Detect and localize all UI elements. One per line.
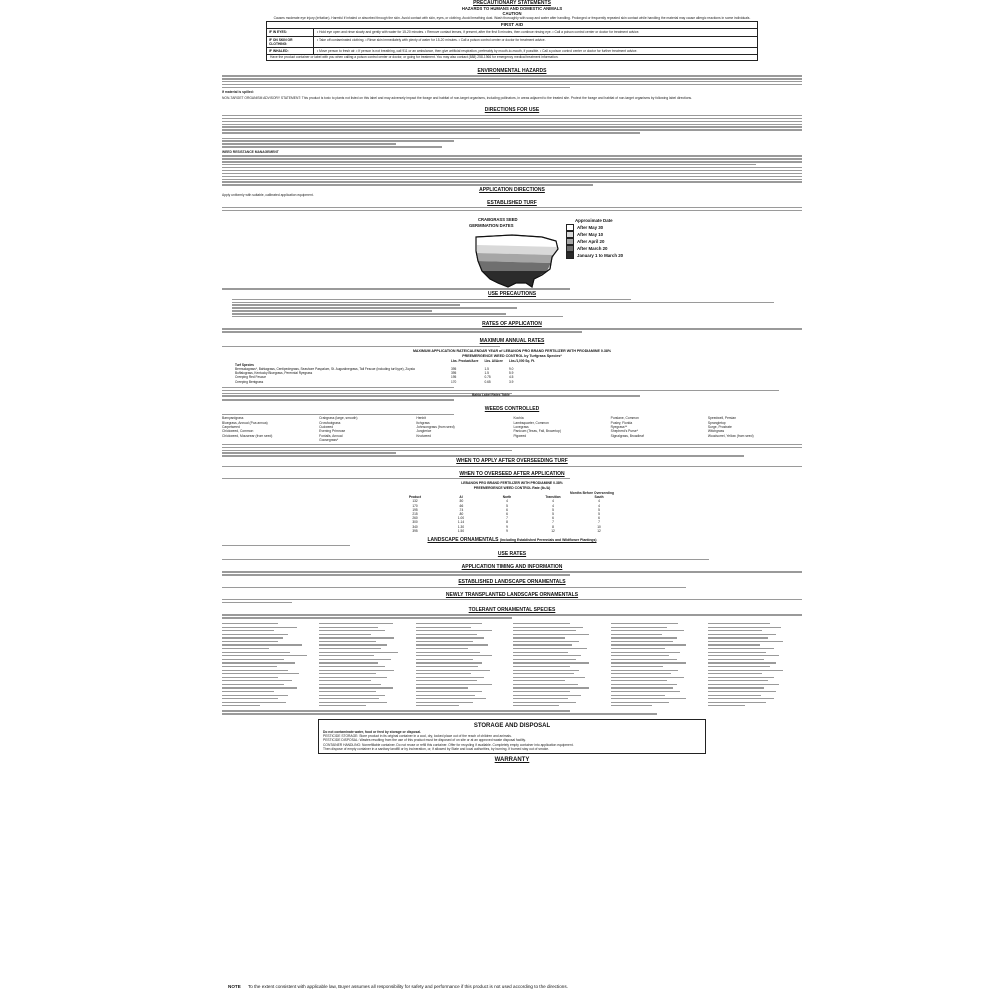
- table-cell: 1.30: [457, 524, 465, 529]
- us-map-image: [472, 229, 562, 293]
- table-cell: 340: [412, 524, 418, 529]
- list-item: Evening Primrose: [319, 429, 346, 434]
- table-cell: 215: [412, 512, 418, 517]
- list-item: Goosegrass*: [319, 437, 339, 442]
- list-item: Cudweed: [319, 425, 334, 430]
- table-row: [232, 380, 538, 384]
- after-overseeding-text: [222, 466, 802, 467]
- spill-label: If material is spilled:: [222, 89, 254, 94]
- established-landscape-text: [222, 587, 802, 588]
- storage-line: PESTICIDE DISPOSAL: Wastes resulting from the use of this product must be disposed of on site or at an approved waste disposal facility.: [323, 738, 526, 743]
- list-item: Henbit: [416, 416, 426, 421]
- legend-label: January 1 to March 20: [577, 252, 624, 258]
- caution-text: Causes moderate eye injury (irritation). Harmful if inhaled or absorbed through the skin. Avoid contact with skin, eyes, or clothing. Avoid breathing dust. Wash thoroughly with soap and water after handling. Prolonged or frequently repeated skin contact while handling the material may cause allergic reactions in some individuals.: [273, 16, 751, 20]
- directions-title: DIRECTIONS FOR USE: [484, 107, 540, 114]
- species-column: [708, 621, 802, 709]
- weeds-column: [513, 416, 607, 442]
- newly-transplanted-text: [222, 599, 802, 603]
- table-cell: .74: [458, 507, 464, 512]
- legend-swatch: [566, 238, 574, 245]
- caution-word: CAUTION: [502, 11, 522, 16]
- max-rate-table-title: MAXIMUM APPLICATION RATE/CALENDAR YEAR of LEBANON PRO BRAND FERTILIZER WITH PRODIAMINE 0.38%: [412, 348, 612, 353]
- first-aid-label: IF IN EYES:: [267, 29, 314, 35]
- max-annual-intro: [222, 346, 802, 347]
- landscape-title-note: (Including Established Perennials and Wildflower Plantings): [499, 538, 597, 543]
- list-item: Witchgrass: [707, 429, 725, 434]
- warranty-note: [228, 984, 803, 990]
- max-rate-table: [232, 359, 538, 384]
- landscape-title-text: LANDSCAPE ORNAMENTALS: [427, 537, 499, 544]
- list-item: Signalgrass, Broadleaf: [610, 433, 644, 438]
- tolerant-species-intro: [222, 614, 802, 618]
- table-cell: 4: [506, 499, 508, 504]
- table-cell: 4: [598, 499, 600, 504]
- table-cell: 170: [412, 503, 418, 508]
- weed-resistance-heading: WEED RESISTANCE MANAGEMENT: [222, 149, 279, 154]
- species-column: [319, 621, 413, 709]
- table-cell: 4.5: [508, 375, 514, 380]
- use-rates-title: USE RATES: [497, 551, 527, 558]
- legend-label: After May 30: [577, 224, 604, 230]
- table-cell: Creeping Bentgrass: [235, 379, 264, 384]
- table-cell: Bermudagrass*, Bahiagrass, Centipedegrass, Seashore Paspalum, St. Augustinegrass, Tall Fescue (including turf-type), Zoysia: [235, 367, 415, 371]
- storage-disposal-box: [318, 719, 706, 754]
- table-cell: 3.9: [508, 379, 514, 384]
- table-header: South: [594, 495, 604, 500]
- list-item: Knotweed: [416, 433, 431, 438]
- table-cell: 1.5: [484, 371, 489, 376]
- table-cell: 1.5: [484, 367, 489, 371]
- label-sheet: [222, 0, 802, 1000]
- table-header: AI: [459, 495, 463, 500]
- note-label: NOTE: [228, 984, 241, 989]
- list-item: Speedwell, Persian: [707, 416, 737, 421]
- list-item: Johnsongrass (from seed): [416, 425, 455, 430]
- list-item: Surge, Prostrate: [707, 425, 732, 430]
- legend-swatch: [566, 252, 574, 259]
- table-cell: 9: [506, 528, 508, 533]
- precautionary-title: PRECAUTIONARY STATEMENTS: [473, 0, 551, 6]
- table-cell: 1.00: [457, 516, 465, 521]
- table-cell: 195: [412, 507, 418, 512]
- storage-line: Then dispose of empty container in a sanitary landfill or by incineration, or, if allowed by State and local authorities, by burning. If burned stay out of smoke.: [323, 746, 549, 751]
- table-header: Lbs./1,000 Sq. Ft.: [508, 358, 535, 363]
- overseed-table: [392, 495, 622, 533]
- application-timing-title: APPLICATION TIMING AND INFORMATION: [461, 563, 563, 570]
- overseed-col-title: Months Before Overseeding: [570, 490, 614, 495]
- first-aid-label: IF ON SKIN OR CLOTHING:: [267, 37, 314, 48]
- table-header: Lbs. AI/Acre: [484, 358, 503, 363]
- table-cell: 132: [412, 499, 418, 504]
- map-legend: [566, 217, 623, 259]
- max-rate-note: [222, 399, 802, 400]
- table-cell: 9.0: [508, 367, 514, 371]
- list-item: Chickweed, Common: [222, 429, 254, 434]
- directions-text: [222, 115, 802, 148]
- table-cell: 0.75: [484, 375, 491, 380]
- table-cell: Creeping Red Fescue: [235, 375, 267, 380]
- use-precautions-text: [222, 299, 802, 318]
- legend-label: After May 10: [577, 231, 604, 237]
- table-cell: 5: [552, 507, 554, 512]
- list-item: Crabgrass (large, smooth): [319, 416, 358, 421]
- first-aid-label: IF INHALED:: [267, 48, 314, 54]
- table-header: Lbs. Product/Acre: [451, 358, 479, 363]
- first-aid-title: FIRST AID: [267, 22, 757, 29]
- species-column: [513, 621, 607, 709]
- table-cell: Buffalograss, Kentucky Bluegrass, Perennial Ryegrass: [235, 371, 313, 376]
- legend-item: [566, 252, 623, 259]
- list-item: Carpetweed: [222, 425, 240, 430]
- list-item: Purslane, Common: [610, 416, 639, 421]
- table-cell: 4: [598, 503, 600, 508]
- max-rate-table-subtitle: PREEMERGENCE WEED CONTROL by Turfgrass Species*: [462, 353, 562, 358]
- table-cell: 6: [552, 516, 554, 521]
- table-cell: 395: [412, 528, 418, 533]
- list-item: Panicum (Texas, Fall, Browntop): [513, 429, 561, 434]
- legend-item: [566, 245, 623, 252]
- weeds-list: [222, 416, 802, 442]
- table-cell: 6: [506, 507, 508, 512]
- legend-swatch: [566, 224, 574, 231]
- table-cell: 5.9: [508, 371, 514, 376]
- list-item: Barnyardgrass: [222, 416, 244, 421]
- environmental-text: [222, 75, 802, 88]
- newly-transplanted-title: NEWLY TRANSPLANTED LANDSCAPE ORNAMENTALS: [445, 591, 579, 598]
- landscape-ornamentals-title: [222, 537, 802, 543]
- environmental-hazards-title: ENVIRONMENTAL HAZARDS: [477, 67, 547, 74]
- storage-title: STORAGE AND DISPOSAL: [473, 722, 551, 729]
- table-cell: Turf Species: [235, 362, 254, 367]
- list-item: Foxtails, Annual: [319, 433, 343, 438]
- list-item: Junglerice: [416, 429, 432, 434]
- overseed-table-head: LEBANON PRO BRAND FERTILIZER WITH PRODIAMINE 0.38%: [461, 480, 563, 485]
- application-directions-title: APPLICATION DIRECTIONS: [479, 187, 545, 194]
- list-item: Ryegrass**: [610, 425, 628, 430]
- weeds-column: [611, 416, 705, 442]
- weeds-intro: [222, 414, 802, 415]
- list-item: Pusley, Florida: [610, 420, 633, 425]
- legend-item: [566, 224, 623, 231]
- legend-item: [566, 231, 623, 238]
- table-cell: 12: [597, 528, 601, 533]
- use-rates-text: [222, 559, 802, 560]
- hazards-heading: HAZARDS TO HUMANS AND DOMESTIC ANIMALS: [461, 6, 563, 11]
- table-cell: .66: [458, 503, 464, 508]
- weeds-column: [222, 416, 316, 442]
- list-item: Kochia: [513, 416, 524, 421]
- storage-line: CONTAINER HANDLING: Nonrefillable container. Do not reuse or refill this container. Offer for recycling if available. Completely empty container into application equipment.: [323, 742, 574, 747]
- bahia-table-ref: Bahia Label Rates Table: [472, 393, 510, 398]
- first-aid-text: • Take off contaminated clothing. • Rinse skin immediately with plenty of water for 15-20 minutes. • Call a poison control center or doctor for treatment advice.: [317, 37, 546, 42]
- list-item: Shepherd's Purse*: [610, 429, 639, 434]
- table-cell: 4: [552, 499, 554, 504]
- table-cell: 6: [598, 516, 600, 521]
- table-cell: 5: [506, 503, 508, 508]
- first-aid-box: [266, 21, 758, 60]
- legend-label: After April 20: [577, 238, 605, 244]
- warranty-title: WARRANTY: [494, 757, 530, 764]
- apply-uniformly: Apply uniformly with suitable, calibrated application equipment.: [222, 193, 314, 198]
- weeds-column: [708, 416, 802, 442]
- storage-line: Do not contaminate water, food or feed by storage or disposal.: [323, 729, 422, 734]
- table-cell: .80: [458, 512, 464, 517]
- list-item: Lambsquarter, Common: [513, 420, 549, 425]
- table-cell: 6: [506, 512, 508, 517]
- weeds-column: [319, 416, 413, 442]
- germination-map-section: [222, 215, 802, 285]
- use-precautions-title: USE PRECAUTIONS: [487, 291, 537, 298]
- first-aid-row: [267, 37, 757, 49]
- table-cell: 4: [552, 503, 554, 508]
- first-aid-text: • Hold eye open and rinse slowly and gently with water for 15-20 minutes. • Remove contact lenses, if present, after the first 5 minutes, then continue rinsing eye. • Call a poison control center or doctor for treatment advice.: [317, 30, 640, 35]
- table-cell: 8: [506, 520, 508, 525]
- first-aid-footer: Have the product container or label with you when calling a poison control center or doctor, or going for treatment. You may also contact (888) 258-1966 for emergency medical treatment information.: [270, 55, 559, 60]
- weed-resistance-text: [222, 155, 802, 185]
- tolerant-species-list: [222, 621, 802, 709]
- list-item: Bluegrass, Annual (Poa annua): [222, 420, 268, 425]
- table-cell: 10: [597, 524, 601, 529]
- established-turf-text: [222, 207, 802, 211]
- species-column: [222, 621, 316, 709]
- list-item: Crowfootgrass: [319, 420, 341, 425]
- first-aid-text: • Move person to fresh air. • If person is not breathing, call 911 or an ambulance, then give artificial respiration, preferably by mouth-to-mouth, if possible. • Call a poison control center or doctor for further treatment advice.: [317, 49, 638, 54]
- legend-swatch: [566, 245, 574, 252]
- established-landscape-title: ESTABLISHED LANDSCAPE ORNAMENTALS: [458, 579, 566, 586]
- legend-label: After March 20: [577, 245, 608, 251]
- legend-heading: Approximate Date: [575, 217, 613, 223]
- table-cell: 1.14: [457, 520, 465, 525]
- table-cell: 7: [598, 520, 600, 525]
- table-header: Product: [408, 495, 422, 500]
- map-title: CRABGRASS SEED: [478, 216, 518, 222]
- note-text: To the extent consistent with applicable law, Buyer assumes all responsibility for safety and performance if this product is not used according to the directions.: [247, 984, 568, 989]
- table-cell: 12: [551, 528, 555, 533]
- species-column: [416, 621, 510, 709]
- list-item: Pigweed: [513, 433, 527, 438]
- species-column: [611, 621, 705, 709]
- overseed-after-title: WHEN TO OVERSEED AFTER APPLICATION: [459, 470, 565, 477]
- table-cell: 395: [451, 367, 457, 371]
- first-aid-row: [267, 48, 757, 55]
- weeds-footnotes: [222, 444, 802, 457]
- table-cell: 9: [506, 524, 508, 529]
- max-annual-title: MAXIMUM ANNUAL RATES: [479, 338, 545, 345]
- weeds-controlled-title: WEEDS CONTROLLED: [484, 406, 540, 413]
- map-subtitle: GERMINATION DATES: [469, 222, 514, 228]
- tolerant-species-footnotes: [222, 710, 802, 714]
- overseed-after-text: [222, 478, 802, 479]
- table-cell: 7: [552, 520, 554, 525]
- application-timing-text: [222, 571, 802, 575]
- table-cell: 7: [506, 516, 508, 521]
- table-cell: 170: [451, 379, 457, 384]
- landscape-text: [222, 545, 802, 546]
- legend-item: [566, 238, 623, 245]
- list-item: Woodsorrel, Yellow (from seed): [707, 433, 754, 438]
- table-cell: 5: [598, 512, 600, 517]
- table-cell: 5: [598, 507, 600, 512]
- list-item: Itchgrass: [416, 420, 430, 425]
- weeds-column: [416, 416, 510, 442]
- nontarget-advisory: NON-TARGET ORGANISM ADVISORY STATEMENT: This product is toxic to plants not listed on this label and may adversely impact the forage and habitat of non-target organisms, including pollinators, in areas adjacent to the treated site. Protect the forage and habitat of non-target organisms by following label directions.: [222, 96, 692, 101]
- established-turf-title: ESTABLISHED TURF: [487, 199, 537, 206]
- rates-text: [222, 328, 802, 332]
- tolerant-species-title: TOLERANT ORNAMENTAL SPECIES: [468, 606, 556, 613]
- table-cell: 5: [552, 512, 554, 517]
- table-header: North: [502, 495, 512, 500]
- table-cell: 395: [451, 371, 457, 376]
- overseed-table-sub: PREEMERGENCE WEED CONTROL Rate (lb./A): [473, 485, 551, 490]
- table-cell: 300: [412, 520, 418, 525]
- table-cell: 0.65: [484, 379, 491, 384]
- table-header: Transition: [545, 495, 561, 500]
- after-overseeding-title: WHEN TO APPLY AFTER OVERSEEDING TURF: [456, 458, 568, 465]
- list-item: Chickweed, Mouseear (from seed): [222, 433, 273, 438]
- table-cell: 1.50: [457, 528, 465, 533]
- first-aid-row: [267, 29, 757, 36]
- table-cell: 260: [412, 516, 418, 521]
- list-item: Lovegrass: [513, 425, 529, 430]
- rates-title: RATES OF APPLICATION: [482, 320, 542, 327]
- table-cell: 8: [552, 524, 554, 529]
- list-item: Sprangletop: [707, 420, 726, 425]
- legend-swatch: [566, 231, 574, 238]
- table-cell: 195: [451, 375, 457, 380]
- storage-line: PESTICIDE STORAGE: Store product in its original container in a cool, dry, locked place out of the reach of children and animals.: [323, 733, 512, 738]
- table-cell: .50: [458, 499, 464, 504]
